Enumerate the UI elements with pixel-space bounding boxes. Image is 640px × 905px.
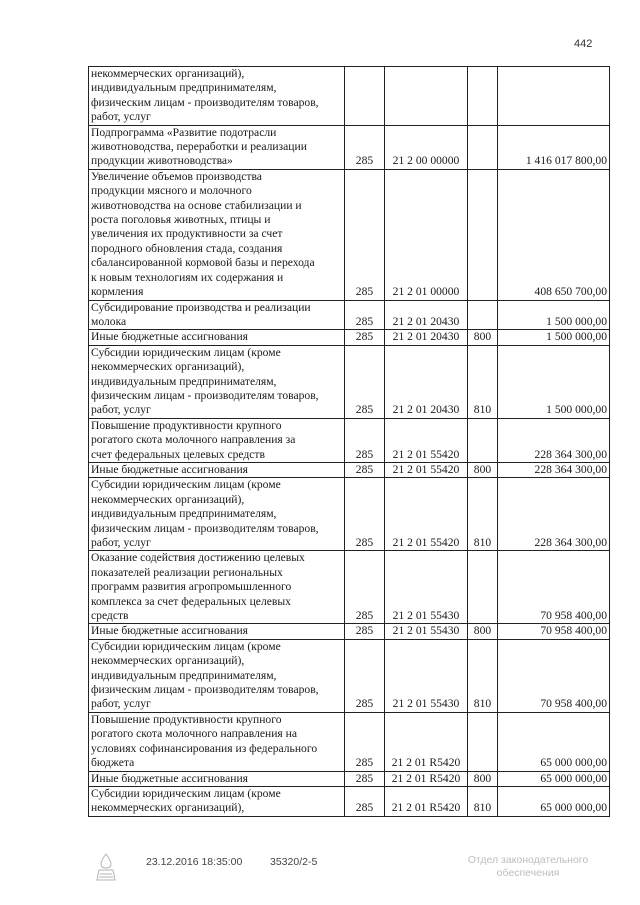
target-article-cell: 21 2 01 55430: [385, 639, 468, 712]
row-name-cell: Субсидии юридическим лицам (кроме некоммерческих организаций),: [89, 786, 345, 816]
table-row: [89, 462, 610, 477]
footer-datetime: 23.12.2016 18:35:00: [146, 856, 243, 868]
table-row: [89, 771, 610, 786]
amount-cell: [498, 67, 610, 126]
ministry-code-cell: 285: [345, 169, 385, 300]
ministry-code-cell: 285: [345, 418, 385, 462]
table-row: [89, 712, 610, 771]
target-article-cell: 21 2 01 20430: [385, 345, 468, 418]
ministry-code-cell: 285: [345, 462, 385, 477]
row-name-cell: некоммерческих организаций), индивидуальным предпринимателям, физическим лицам - производителям товаров, работ, услуг: [89, 67, 345, 126]
ministry-code-cell: 285: [345, 551, 385, 624]
ministry-code-cell: 285: [345, 330, 385, 345]
amount-cell: 70 958 400,00: [498, 639, 610, 712]
amount-cell: 228 364 300,00: [498, 478, 610, 551]
expense-type-cell: [468, 125, 498, 169]
target-article-cell: 21 2 01 55420: [385, 462, 468, 477]
ministry-code-cell: [345, 67, 385, 126]
table-row: [89, 125, 610, 169]
row-name-cell: Оказание содействия достижению целевых показателей реализации региональных программ развития агропромышленного комплекса за счет федеральных целевых средств: [89, 551, 345, 624]
table-row: [89, 418, 610, 462]
table-row: [89, 330, 610, 345]
expense-type-cell: 810: [468, 345, 498, 418]
expense-type-cell: 810: [468, 478, 498, 551]
footer-faded-note: Отдел законодательного обеспечения: [467, 854, 589, 879]
amount-cell: 65 000 000,00: [498, 786, 610, 816]
row-name-cell: Повышение продуктивности крупного рогатого скота молочного направления на условиях софинансирования из федерального бюджета: [89, 712, 345, 771]
amount-cell: 1 500 000,00: [498, 300, 610, 330]
target-article-cell: 21 2 01 20430: [385, 300, 468, 330]
target-article-cell: [385, 67, 468, 126]
target-article-cell: 21 2 01 R5420: [385, 771, 468, 786]
expense-type-cell: 800: [468, 330, 498, 345]
expense-type-cell: [468, 551, 498, 624]
ministry-code-cell: 285: [345, 712, 385, 771]
row-name-cell: Увеличение объемов производства продукции мясного и молочного животноводства на основе стабилизации и роста поголовья животных, птицы и увеличения их продуктивности за счет породного обновления стада, создания сбалансированной кормовой базы и перехода к новым технологиям их содержания и кормления: [89, 169, 345, 300]
amount-cell: 65 000 000,00: [498, 712, 610, 771]
table-row: [89, 300, 610, 330]
budget-table: [88, 66, 610, 817]
expense-type-cell: 810: [468, 639, 498, 712]
row-name-cell: Субсидирование производства и реализации молока: [89, 300, 345, 330]
target-article-cell: 21 2 01 00000: [385, 169, 468, 300]
target-article-cell: 21 2 01 55420: [385, 418, 468, 462]
table-row: [89, 639, 610, 712]
expense-type-cell: 800: [468, 771, 498, 786]
page-number: 442: [574, 38, 593, 50]
amount-cell: 228 364 300,00: [498, 418, 610, 462]
row-name-cell: Иные бюджетные ассигнования: [89, 330, 345, 345]
ministry-code-cell: 285: [345, 771, 385, 786]
expense-type-cell: [468, 169, 498, 300]
table-row: [89, 786, 610, 816]
row-name-cell: Повышение продуктивности крупного рогатого скота молочного направления за счет федеральных целевых средств: [89, 418, 345, 462]
row-name-cell: Подпрограмма «Развитие подотрасли животноводства, переработки и реализации продукции животноводства»: [89, 125, 345, 169]
ministry-code-cell: 285: [345, 624, 385, 639]
footer-doc-code: 35320/2-5: [270, 856, 318, 868]
target-article-cell: 21 2 01 55420: [385, 478, 468, 551]
table-row: [89, 67, 610, 126]
target-article-cell: 21 2 01 R5420: [385, 786, 468, 816]
expense-type-cell: [468, 418, 498, 462]
table-row: [89, 624, 610, 639]
row-name-cell: Иные бюджетные ассигнования: [89, 771, 345, 786]
table-row: [89, 169, 610, 300]
expense-type-cell: [468, 300, 498, 330]
amount-cell: 65 000 000,00: [498, 771, 610, 786]
ministry-code-cell: 285: [345, 478, 385, 551]
ministry-code-cell: 285: [345, 125, 385, 169]
ministry-code-cell: 285: [345, 786, 385, 816]
amount-cell: 408 650 700,00: [498, 169, 610, 300]
amount-cell: 1 500 000,00: [498, 345, 610, 418]
amount-cell: 228 364 300,00: [498, 462, 610, 477]
expense-type-cell: 810: [468, 786, 498, 816]
table-row: [89, 551, 610, 624]
ministry-code-cell: 285: [345, 300, 385, 330]
document-stamp-icon: [94, 852, 118, 884]
expense-type-cell: 800: [468, 624, 498, 639]
target-article-cell: 21 2 01 55430: [385, 551, 468, 624]
target-article-cell: 21 2 01 R5420: [385, 712, 468, 771]
table-row: [89, 345, 610, 418]
row-name-cell: Иные бюджетные ассигнования: [89, 624, 345, 639]
row-name-cell: Субсидии юридическим лицам (кроме некоммерческих организаций), индивидуальным предпринимателям, физическим лицам - производителям товаров, работ, услуг: [89, 345, 345, 418]
amount-cell: 70 958 400,00: [498, 551, 610, 624]
table-row: [89, 478, 610, 551]
expense-type-cell: [468, 712, 498, 771]
expense-type-cell: [468, 67, 498, 126]
budget-table-body: [89, 67, 610, 817]
amount-cell: 70 958 400,00: [498, 624, 610, 639]
ministry-code-cell: 285: [345, 639, 385, 712]
row-name-cell: Субсидии юридическим лицам (кроме некоммерческих организаций), индивидуальным предпринимателям, физическим лицам - производителям товаров, работ, услуг: [89, 639, 345, 712]
row-name-cell: Субсидии юридическим лицам (кроме некоммерческих организаций), индивидуальным предпринимателям, физическим лицам - производителям товаров, работ, услуг: [89, 478, 345, 551]
target-article-cell: 21 2 00 00000: [385, 125, 468, 169]
expense-type-cell: 800: [468, 462, 498, 477]
amount-cell: 1 500 000,00: [498, 330, 610, 345]
target-article-cell: 21 2 01 20430: [385, 330, 468, 345]
ministry-code-cell: 285: [345, 345, 385, 418]
target-article-cell: 21 2 01 55430: [385, 624, 468, 639]
row-name-cell: Иные бюджетные ассигнования: [89, 462, 345, 477]
amount-cell: 1 416 017 800,00: [498, 125, 610, 169]
